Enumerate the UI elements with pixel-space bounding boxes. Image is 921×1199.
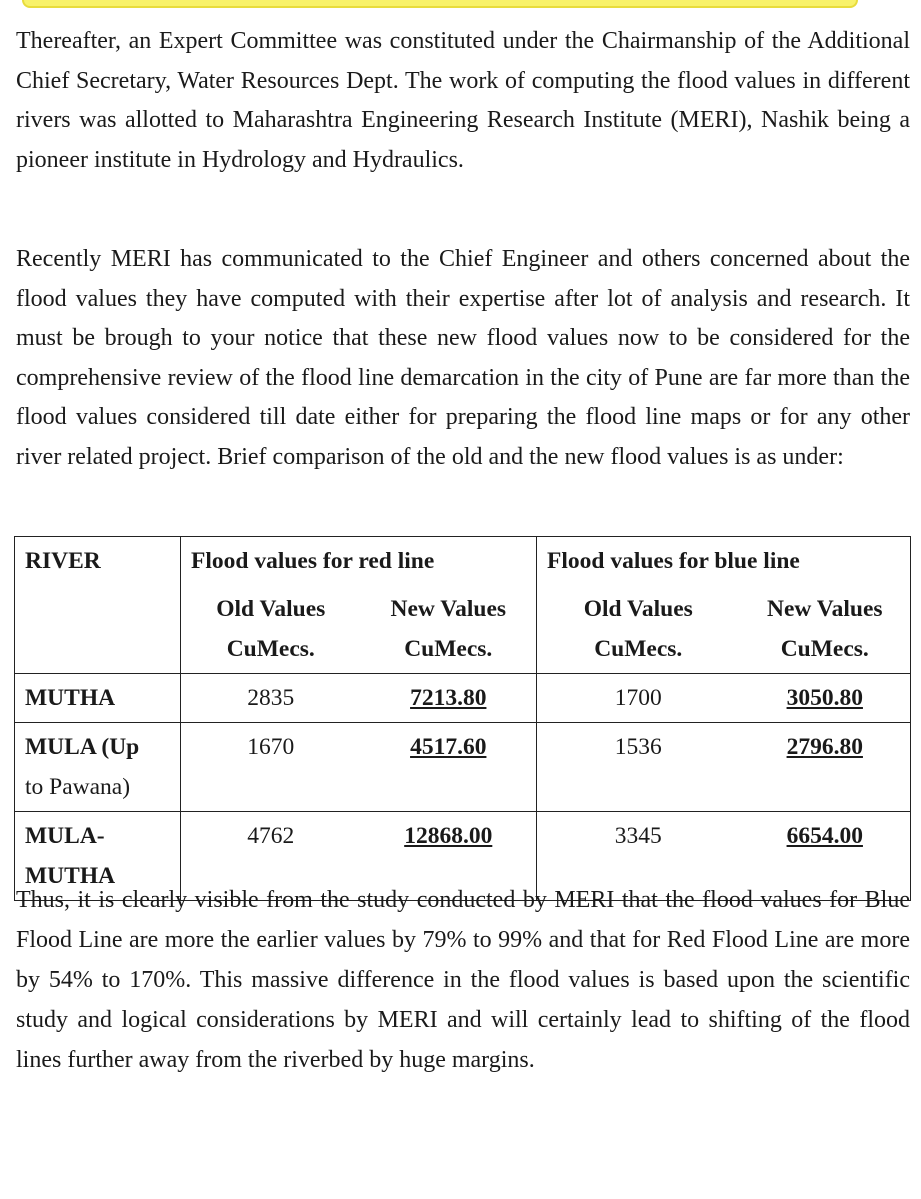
old-values-label: Old Values <box>583 596 693 622</box>
red-new-value: 4517.60 <box>410 734 487 760</box>
blue-new-header <box>740 585 911 674</box>
highlight-strip <box>22 0 858 8</box>
river-name <box>15 723 181 812</box>
blue-new-value: 3050.80 <box>786 685 863 711</box>
river-name-line2: MUTHA <box>25 863 116 889</box>
blue-line-header: Flood values for blue line <box>537 537 911 586</box>
red-new-value: 12868.00 <box>404 823 493 849</box>
blue-new-value: 6654.00 <box>786 823 863 849</box>
old-values-label: Old Values <box>216 596 326 622</box>
paragraph-conclusion: Thus, it is clearly visible from the study conducted by MERI that the flood values for Blue Flood Line are more the earlier values by 79% to 99% and that for Red Flood Line are more by 54% to 170%. This massive difference in the flood values is based upon the scientific study and logical considerations by MERI and will certainly lead to shifting of the flood lines further away from the riverbed by huge margins. <box>16 887 910 1073</box>
blue-old-header <box>537 585 740 674</box>
red-old-value: 1670 <box>181 723 361 812</box>
red-old-value: 4762 <box>181 812 361 901</box>
table-header-row <box>15 537 911 586</box>
river-name-line1: MULA- <box>25 823 105 849</box>
paragraph-expert-committee: Thereafter, an Expert Committee was constituted under the Chairmanship of the Additional Chief Secretary, Water Resources Dept. The work of computing the flood values in different rivers was allotted to Maharashtra Engineering Research Institute (MERI), Nashik being a pioneer institute in Hydrology and Hydraulics. <box>16 28 910 173</box>
blue-new-value: 2796.80 <box>786 734 863 760</box>
red-old-value: 2835 <box>181 674 361 723</box>
river-name-line2: to Pawana) <box>25 774 131 800</box>
flood-values-table <box>14 536 911 901</box>
red-line-header: Flood values for red line <box>181 537 537 586</box>
red-new-header <box>361 585 537 674</box>
new-values-label: New Values <box>766 596 883 622</box>
unit-label: CuMecs. <box>226 636 315 662</box>
red-new-value: 7213.80 <box>410 685 487 711</box>
unit-label: CuMecs. <box>594 636 683 662</box>
paragraph-meri-communication: Recently MERI has communicated to the Chief Engineer and others concerned about the flood values they have computed with their expertise after lot of analysis and research. It must be brough to your notice that these new flood values now to be considered for the comprehensive review of the flood line demarcation in the city of Pune are far more than the flood values considered till date either for preparing the flood line maps or for any other river related project. Brief comparison of the old and the new flood values is as under: <box>16 246 910 470</box>
unit-label: CuMecs. <box>780 636 869 662</box>
blue-old-value: 3345 <box>537 812 740 901</box>
unit-label: CuMecs. <box>404 636 493 662</box>
river-name: MUTHA <box>15 674 181 723</box>
new-values-label: New Values <box>390 596 507 622</box>
blue-old-value: 1700 <box>537 674 740 723</box>
river-name-line1: MULA (Up <box>25 734 140 760</box>
river-header: RIVER <box>15 537 181 674</box>
blue-old-value: 1536 <box>537 723 740 812</box>
red-old-header <box>181 585 361 674</box>
table-row <box>15 674 911 723</box>
table-row <box>15 723 911 812</box>
